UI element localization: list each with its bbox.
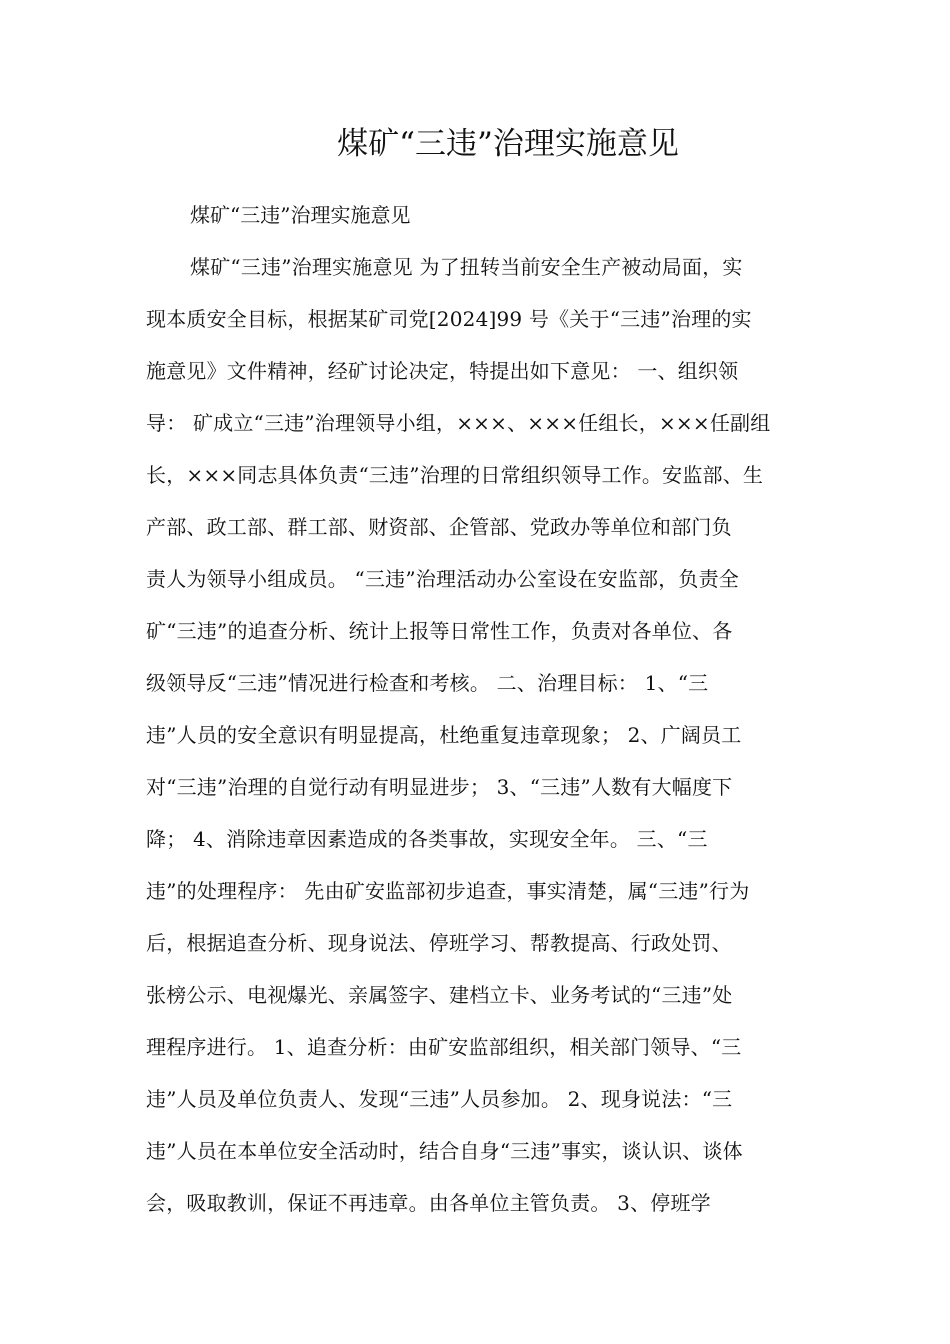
body-line: 理程序进行。 1、追查分析：由矿安监部组织，相关部门领导、“三 (146, 1035, 742, 1059)
body-line: 责人为领导小组成员。 “三违”治理活动办公室设在安监部，负责全 (146, 567, 740, 591)
body-line: 降； 4、消除违章因素造成的各类事故，实现安全年。 三、“三 (146, 827, 708, 851)
body-line: 违”人员及单位负责人、发现“三违”人员参加。 2、现身说法：“三 (146, 1087, 733, 1111)
body-line: 产部、政工部、群工部、财资部、企管部、党政办等单位和部门负 (146, 515, 732, 539)
body-line: 会，吸取教训，保证不再违章。由各单位主管负责。 3、停班学 (146, 1191, 711, 1215)
document-body (146, 246, 826, 1234)
body-line: 违”人员的安全意识有明显提高，杜绝重复违章现象； 2、广阔员工 (146, 723, 742, 747)
body-line: 级领导反“三违”情况进行检查和考核。 二、治理目标： 1、“三 (146, 671, 709, 695)
body-line: 违”的处理程序： 先由矿安监部初步追查，事实清楚，属“三违”行为 (146, 879, 750, 903)
body-line: 煤矿“三违”治理实施意见 为了扭转当前安全生产被动局面，实 (190, 255, 743, 279)
body-line: 长，×××同志具体负责“三违”治理的日常组织领导工作。安监部、生 (146, 463, 764, 487)
body-line: 违”人员在本单位安全活动时，结合自身“三违”事实，谈认识、谈体 (146, 1139, 743, 1163)
body-line: 后，根据追查分析、现身说法、停班学习、帮教提高、行政处罚、 (146, 931, 732, 955)
body-line: 现本质安全目标，根据某矿司党[2024]99 号《关于“三违”治理的实 (146, 307, 752, 331)
body-line: 张榜公示、电视爆光、亲属签字、建档立卡、业务考试的“三违”处 (146, 983, 733, 1007)
body-line: 矿“三违”的追查分析、统计上报等日常性工作，负责对各单位、各 (146, 619, 733, 643)
document-title: 煤矿“三违”治理实施意见 (337, 126, 679, 162)
body-line: 施意见》文件精神，经矿讨论决定，特提出如下意见： 一、组织领 (146, 359, 739, 383)
body-line: 对“三违”治理的自觉行动有明显进步； 3、“三违”人数有大幅度下 (146, 775, 733, 799)
body-line: 导： 矿成立“三违”治理领导小组，×××、×××任组长，×××任副组 (146, 411, 771, 435)
document-subtitle: 煤矿“三违”治理实施意见 (190, 203, 411, 227)
